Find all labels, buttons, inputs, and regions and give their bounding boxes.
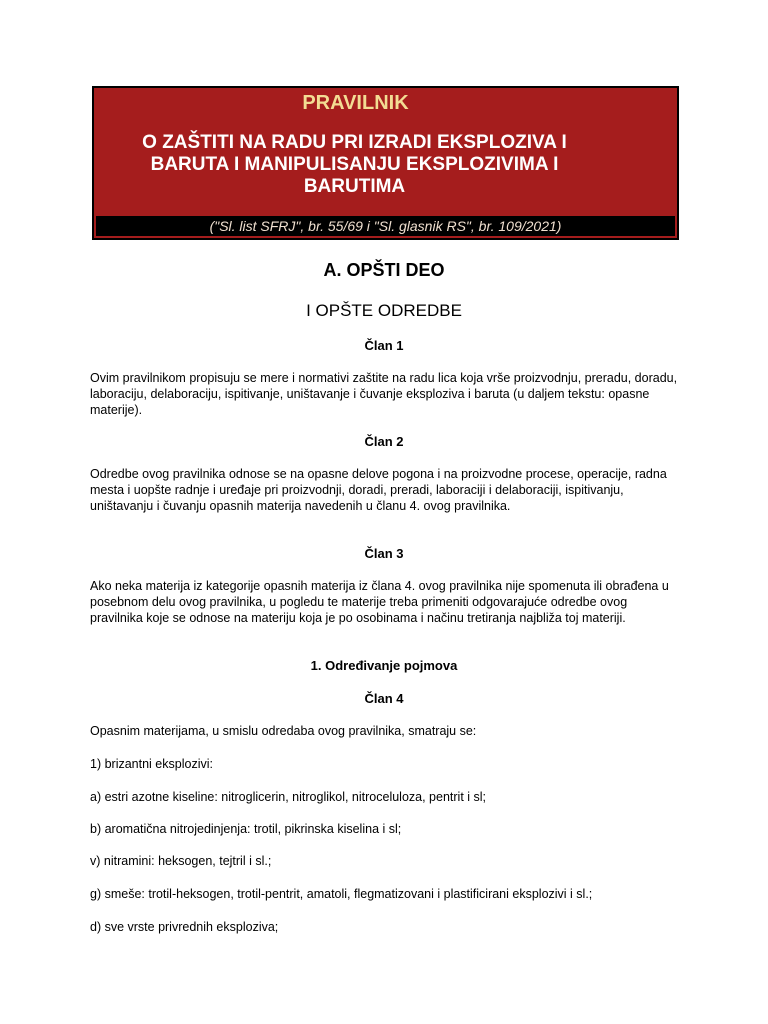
article-3-text: Ako neka materija iz kategorije opasnih materija iz člana 4. ovog pravilnika nije spomenuta ili obrađena u posebnom delu ovog pravilnika, u pogledu te materije treba primeniti odgovarajuće odredbe ovog pravilnika koje se odnose na materiju koja je po osobinama i načinu tretiranja najbliža toj materiji. [90, 579, 669, 625]
article-1-heading: Član 1 [364, 338, 404, 353]
article-2-heading: Član 2 [364, 434, 404, 449]
article-4-heading: Član 4 [364, 691, 404, 706]
list-item: 1) brizantni eksplozivi: [90, 757, 213, 771]
list-item: b) aromatična nitrojedinjenja: trotil, pikrinska kiselina i sl; [90, 822, 402, 836]
list-item: a) estri azotne kiseline: nitroglicerin, nitroglikol, nitroceluloza, pentrit i sl; [90, 790, 487, 804]
article-3-heading: Član 3 [364, 546, 404, 561]
list-item: d) sve vrste privrednih eksploziva; [90, 920, 279, 934]
article-2-text: Odredbe ovog pravilnika odnose se na opasne delove pogona i na proizvodne procese, operacije, radna mesta i uopšte radnje i uređaje pri proizvodnji, doradi, preradi, laboraciji i delaboraciji, ispitivanju, uništavanju i čuvanju opasnih materija navedenih u članu 4. ovog pravilnika. [90, 467, 667, 513]
source-citation: ("Sl. list SFRJ", br. 55/69 i "Sl. glasnik RS", br. 109/2021) [96, 216, 675, 236]
document-type: PRAVILNIK [302, 92, 409, 114]
subsection-title: 1. Određivanje pojmova [310, 658, 458, 673]
title-banner [92, 86, 679, 240]
document-title: O ZAŠTITI NA RADU PRI IZRADI EKSPLOZIVA I BARUTA I MANIPULISANJU EKSPLOZIVIMA I BARUTIMA [142, 132, 567, 197]
section-title: I OPŠTE ODREDBE [306, 301, 462, 320]
article-1-text: Ovim pravilnikom propisuju se mere i normativi zaštite na radu lica koja vrše proizvodnju, preradu, doradu, laboraciju, delaboraciju, ispitivanje, uništavanje i čuvanje eksploziva i baruta (u daljem tekstu: opasne materije). [90, 371, 678, 417]
article-4-intro: Opasnim materijama, u smislu odredaba ovog pravilnika, smatraju se: [90, 724, 477, 738]
list-item: v) nitramini: heksogen, tejtril i sl.; [90, 854, 272, 868]
list-item: g) smeše: trotil-heksogen, trotil-pentrit, amatoli, flegmatizovani i plastificirani eksplozivi i sl.; [90, 887, 593, 901]
part-title: A. OPŠTI DEO [323, 260, 445, 280]
